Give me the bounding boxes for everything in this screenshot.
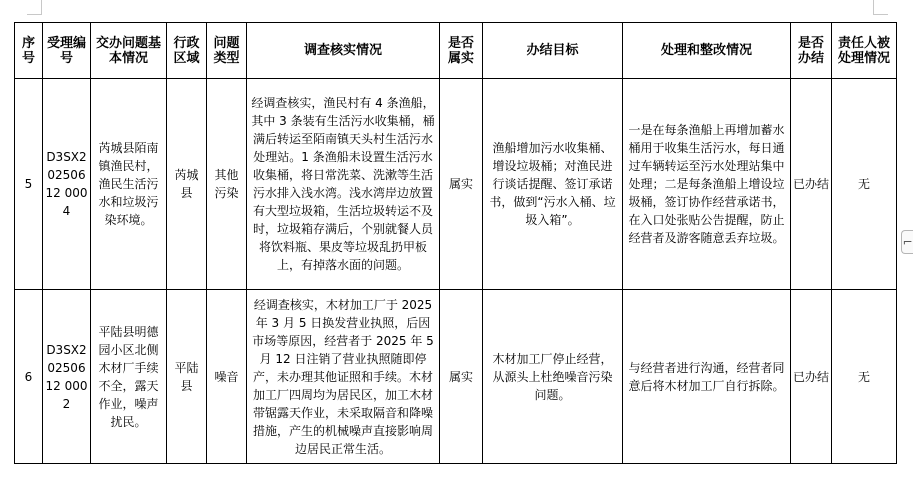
cell-region: 芮城县 [167, 79, 207, 290]
header-accept-no: 受理编号 [43, 23, 91, 79]
header-seq: 序号 [15, 23, 43, 79]
header-verified: 是否属实 [440, 23, 483, 79]
cell-investigation: 经调查核实，木材加工厂于 2025 年 3 月 5 日换发营业执照，后因市场等原因，经营者于 2025 年 5 月 12 日注销了营业执照随即停产，未办理其他证照和手续。木材加工厂四周均为居民区，加工木材带锯露天作业，未采取隔音和降噪措施，产生的机械噪声直接影响周边居民正常生活。 [247, 290, 440, 464]
header-accountable: 责任人被处理情况 [832, 23, 897, 79]
header-closed: 是否办结 [791, 23, 832, 79]
table-header-row [15, 23, 897, 79]
cell-handling: 与经营者进行沟通，经营者同意后将木材加工厂自行拆除。 [623, 290, 791, 464]
cell-handling: 一是在每条渔船上再增加蓄水桶用于收集生活污水，每日通过车辆转运至污水处理站集中处理；二是每条渔船上增设垃圾桶，签订协作经营承诺书，在入口处张贴公告提醒，防止经营者及游客随意丢弃垃圾。 [623, 79, 791, 290]
cell-verified: 属实 [440, 290, 483, 464]
header-issue: 交办问题基本情况 [91, 23, 167, 79]
cell-seq: 6 [15, 290, 43, 464]
table-row [15, 79, 897, 290]
cell-verified: 属实 [440, 79, 483, 290]
cell-region: 平陆县 [167, 290, 207, 464]
side-panel-toggle[interactable]: ⌐ [901, 230, 913, 254]
cell-closed: 已办结 [791, 290, 832, 464]
header-handling: 处理和整改情况 [623, 23, 791, 79]
cell-goal: 渔船增加污水收集桶、增设垃圾桶；对渔民进行谈话提醒、签订承诺书，做到“污水入桶、垃圾入箱”。 [483, 79, 623, 290]
header-investigation: 调查核实情况 [247, 23, 440, 79]
cell-closed: 已办结 [791, 79, 832, 290]
supervision-case-table [14, 22, 897, 464]
header-goal: 办结目标 [483, 23, 623, 79]
crop-mark-top-right [873, 0, 888, 15]
cell-goal: 木材加工厂停止经营，从源头上杜绝噪音污染问题。 [483, 290, 623, 464]
cell-type: 其他污染 [207, 79, 247, 290]
cell-accept-no: D3SX20250612 0002 [43, 290, 91, 464]
cell-investigation: 经调查核实，渔民村有 4 条渔船，其中 3 条装有生活污水收集桶，桶满后转运至陌南镇天头村生活污水处理站。1 条渔船未设置生活污水收集桶，将日常洗菜、洗漱等生活污水排入浅水湾。浅水湾岸边放置有大型垃圾箱，生活垃圾转运不及时，垃圾箱存满后，个别就餐人员将饮料瓶、果皮等垃圾乱扔甲板上，有掉落水面的问题。 [247, 79, 440, 290]
cell-type: 噪音 [207, 290, 247, 464]
cell-issue: 芮城县陌南镇渔民村，渔民生活污水和垃圾污染环境。 [91, 79, 167, 290]
table-row [15, 290, 897, 464]
crop-mark-top-left [27, 0, 42, 15]
cell-accountable: 无 [832, 79, 897, 290]
header-region: 行政区域 [167, 23, 207, 79]
header-type: 问题类型 [207, 23, 247, 79]
cell-accept-no: D3SX20250612 0004 [43, 79, 91, 290]
cell-accountable: 无 [832, 290, 897, 464]
cell-seq: 5 [15, 79, 43, 290]
cell-issue: 平陆县明德园小区北侧木材厂手续不全，露天作业，噪声扰民。 [91, 290, 167, 464]
